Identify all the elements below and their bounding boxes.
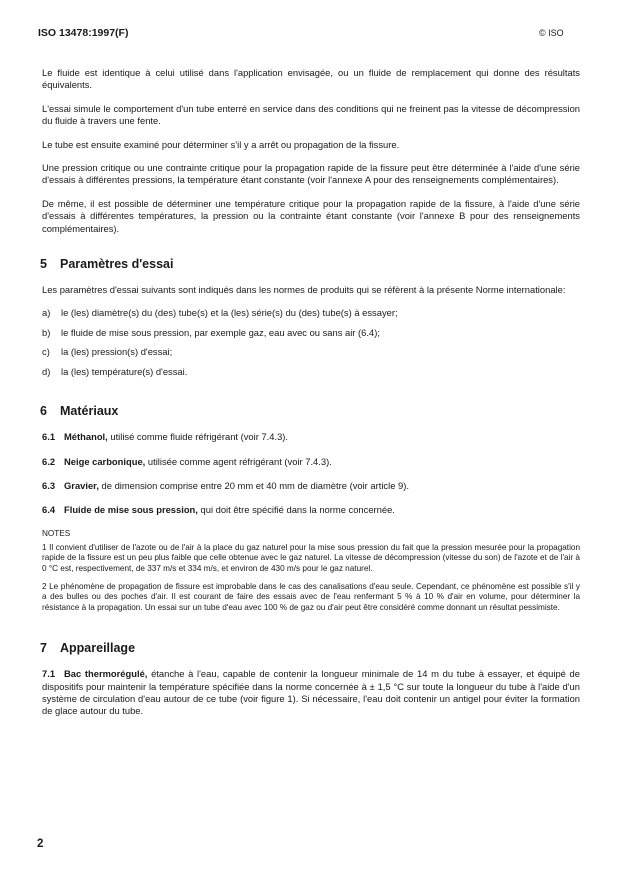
page-number: 2 [37, 838, 44, 850]
section-number: 7 [40, 641, 47, 656]
list-label: a) [42, 307, 51, 319]
list-item [42, 366, 580, 378]
subclause-text: de dimension comprise entre 20 mm et 40 mm de diamètre (voir article 9). [98, 479, 409, 491]
notes-heading: NOTES [42, 528, 71, 538]
list-text: le (les) diamètre(s) du (des) tube(s) et la (les) série(s) du (des) tube(s) à essayer; [61, 307, 398, 319]
intro-paragraph: L'essai simule le comportement d'un tube enterré en service dans des conditions qui ne freinent pas la vitesse de décompression du fluide à travers une fente. [42, 102, 580, 127]
copyright-notice: © ISO [539, 28, 564, 38]
subclause-text: qui doit être spécifié dans la norme concernée. [197, 504, 395, 516]
intro-paragraph: De même, il est possible de déterminer une température critique pour la propagation rapide de la fissure, à l'aide d'une série d'essais à différentes températures, la pression ou la contrainte étant constante (voir l'annexe B pour des renseignements complémentaires). [42, 197, 580, 234]
intro-paragraph: Une pression critique ou une contrainte critique pour la propagation rapide de la fissure peut être déterminée à l'aide d'une série d'essais à différentes pressions, la température étant constante (voir l'annexe A pour des renseignements complémentaires). [42, 162, 580, 186]
note-1: 1 Il convient d'utiliser de l'azote ou de l'air à la place du gaz naturel pour la mise sous pression du fait que la pression mesurée pour la propagation rapide de la fissure est un peu plus faible que celle obtenue avec le gaz naturel. La vitesse de décompression (vitesse du son) de l'azote et de l'air à 0 °C est, respectivement, de 337 m/s et 334 m/s, et environ de 430 m/s pour le gaz naturel. [42, 542, 580, 573]
section-title: Appareillage [60, 641, 136, 656]
section-number: 6 [40, 404, 47, 419]
list-text: la (les) température(s) d'essai. [61, 365, 188, 377]
standard-reference: ISO 13478:1997(F) [38, 27, 129, 39]
subclause-text: utilisée comme agent réfrigérant (voir 7.4.3). [145, 455, 332, 467]
subclause-6-4 [42, 504, 580, 516]
subclause-6-3 [42, 480, 580, 492]
subclause-number: 6.3 [42, 479, 56, 491]
subclause-6-1 [42, 431, 580, 443]
section-5-intro: Les paramètres d'essai suivants sont indiqués dans les normes de produits qui se réfèrent à la présente Norme internationale: [42, 284, 566, 296]
subclause-term: Neige carbonique, [64, 455, 146, 467]
section-5-heading [40, 257, 580, 271]
intro-paragraph: Le fluide est identique à celui utilisé dans l'application envisagée, ou un fluide de remplacement qui donne des résultats équivalents. [42, 67, 580, 91]
subclause-term: Bac thermorégulé, [64, 668, 148, 680]
intro-paragraph: Le tube est ensuite examiné pour déterminer s'il y a arrêt ou propagation de la fissure. [42, 138, 400, 150]
subclause-7-1 [42, 668, 580, 718]
subclause-term: Gravier, [64, 479, 99, 491]
subclause-number: 6.4 [42, 504, 56, 516]
list-item [42, 307, 580, 319]
subclause-text: utilisé comme fluide réfrigérant (voir 7.4.3). [107, 431, 289, 443]
subclause-number: 7.1 [42, 668, 56, 680]
list-item [42, 346, 580, 358]
list-text: la (les) pression(s) d'essai; [61, 346, 173, 358]
note-2: 2 Le phénomène de propagation de fissure est improbable dans le cas des canalisations d'eau seule. Cependant, ce phénomène est possible s'il y a des bulles ou des poches d'air. Il est courant de faire des essais avec de l'eau renfermant 5 % à 10 % d'air en volume, pour déterminer la résistance à la propagation. Un essai sur un tube d'eau avec 100 % de gaz ou d'air peut être considéré comme donnant un résultat pessimiste. [42, 581, 580, 612]
section-6-heading [40, 404, 580, 418]
subclause-term: Méthanol, [64, 431, 108, 443]
subclause-text: étanche à l'eau, capable de contenir la longueur minimale de 14 m du tube à essayer, et équipé de dispositifs pour maintenir la température spécifiée dans la norme concernée à ± 1,5 °C sur toute la longueur du tube à l'aide d'un système de circulation d'eau autour de ce tube (voir figure 1). Si nécessaire, l'eau doit contenir un antigel pour éviter la formation de glace autour du tube. [42, 668, 580, 717]
subclause-number: 6.1 [42, 431, 56, 443]
page-body [42, 67, 580, 730]
section-title: Paramètres d'essai [60, 257, 174, 272]
subclause-term: Fluide de mise sous pression, [64, 504, 198, 516]
section-number: 5 [40, 257, 47, 272]
section-7-heading [40, 641, 580, 655]
list-label: b) [42, 326, 51, 338]
subclause-6-2 [42, 456, 580, 468]
list-item [42, 327, 580, 339]
section-title: Matériaux [60, 404, 119, 419]
list-label: d) [42, 365, 51, 377]
subclause-number: 6.2 [42, 455, 56, 467]
list-label: c) [42, 346, 50, 358]
list-text: le fluide de mise sous pression, par exemple gaz, eau avec ou sans air (6.4); [61, 326, 380, 338]
